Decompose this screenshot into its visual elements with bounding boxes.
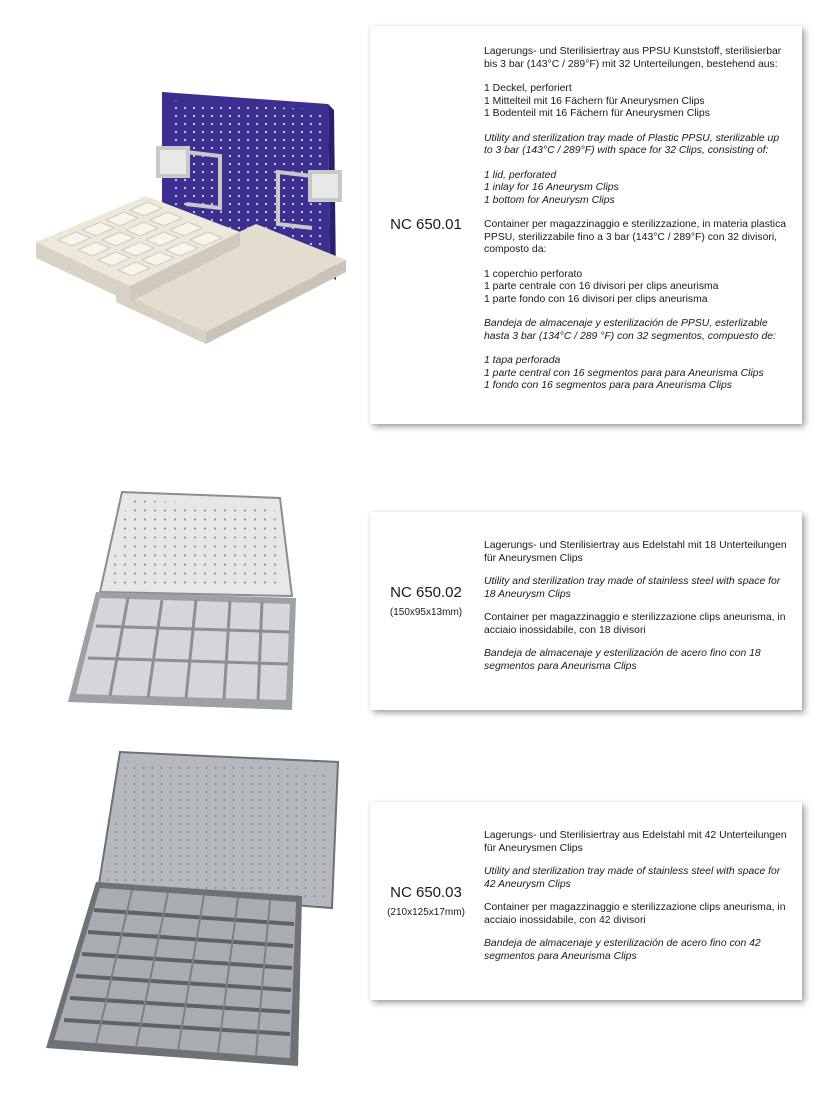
description-block	[484, 318, 798, 343]
description-line: to 3 bar (143°C / 289°F) with space for 32 Clips, consisting of:	[484, 145, 769, 156]
product-description	[484, 46, 798, 405]
product-code: NC 650.01	[390, 216, 462, 233]
description-line: acciaio inossidabile, con 42 divisori	[484, 914, 646, 926]
description-line: Utility and sterilization tray made of Plastic PPSU, sterilizable up	[484, 132, 780, 144]
product-card-nc-650-03	[370, 802, 802, 1000]
description-line: für Aneurysmen Clips	[484, 552, 583, 564]
description-line: Container per magazzinaggio e sterilizzazione clips aneurisma, in	[484, 902, 786, 913]
description-line: Lagerungs- und Sterilisiertray aus Edelstahl mit 42 Unterteilungen	[484, 830, 787, 841]
description-line: Utility and sterilization tray made of stainless steel with space for	[484, 576, 781, 587]
product-image-nc-650-01	[28, 80, 358, 370]
description-line: 1 parte fondo con 16 divisori per clips aneurisma	[484, 293, 708, 305]
description-line: 42 Aneurysm Clips	[484, 878, 571, 890]
description-line: 1 tapa perforada	[484, 355, 561, 366]
description-block	[484, 866, 798, 891]
description-line: segmentos para Aneurisma Clips	[484, 950, 637, 962]
product-description	[484, 540, 798, 684]
product-code-block	[370, 584, 482, 618]
steel-tray	[68, 592, 296, 710]
description-line: Lagerungs- und Sterilisiertray aus PPSU Kunststoff, sterilisierbar	[484, 46, 782, 57]
description-block	[484, 219, 798, 257]
product-card-nc-650-01	[370, 26, 802, 424]
description-block	[484, 830, 798, 855]
steel-lid	[100, 492, 292, 596]
description-block	[484, 46, 798, 71]
product-description	[484, 830, 798, 974]
description-line: Bandeja de almacenaje y esterilización de acero fino con 42	[484, 938, 761, 949]
description-line: 18 Aneurysm Clips	[484, 588, 571, 600]
description-block	[484, 83, 798, 121]
description-block	[484, 540, 798, 565]
description-line: 1 Bodenteil mit 16 Fächern für Aneurysmen Clips	[484, 108, 710, 119]
description-line: segmentos para Aneurisma Clips	[484, 660, 637, 672]
description-line: Lagerungs- und Sterilisiertray aus Edelstahl mit 18 Unterteilungen	[484, 540, 787, 551]
description-block	[484, 648, 798, 673]
description-line: bis 3 bar (143°C / 289°F) mit 32 Unterteilungen, bestehend aus:	[484, 58, 778, 70]
description-line: Utility and sterilization tray made of stainless steel with space for	[484, 866, 781, 877]
description-line: für Aneurysmen Clips	[484, 842, 583, 854]
description-line: 1 parte central con 16 segmentos para para Aneurisma Clips	[484, 367, 764, 379]
product-dimensions: (210x125x17mm)	[387, 907, 465, 918]
description-block	[484, 133, 798, 158]
product-image-nc-650-02	[60, 488, 310, 720]
product-code: NC 650.02	[390, 584, 462, 601]
description-line: hasta 3 bar (134°C / 289 °F) con 32 segmentos, compuesto de:	[484, 330, 776, 342]
description-line: 1 Mittelteil mit 16 Fächern für Aneurysmen Clips	[484, 95, 705, 107]
description-line: 1 bottom for Aneurysm Clips	[484, 194, 615, 206]
description-line: 1 lid, perforated	[484, 169, 557, 181]
product-code-block	[370, 884, 482, 918]
product-code: NC 650.03	[390, 884, 462, 901]
steel-tray	[46, 882, 302, 1066]
description-block	[484, 269, 798, 307]
description-line: composto da:	[484, 244, 547, 255]
description-line: Bandeja de almacenaje y esterilización de acero fino con 18	[484, 648, 761, 659]
description-block	[484, 170, 798, 208]
description-line: Container per magazzinaggio e sterilizzazione, in materia plastica	[484, 219, 787, 230]
description-block	[484, 612, 798, 637]
description-block	[484, 355, 798, 393]
product-card-nc-650-02	[370, 512, 802, 710]
description-block	[484, 938, 798, 963]
product-image-nc-650-03	[40, 748, 350, 1070]
description-block	[484, 902, 798, 927]
description-line: Container per magazzinaggio e sterilizzazione clips aneurisma, in	[484, 612, 786, 623]
description-line: PPSU, sterilizzabile fino a 3 bar (143°C / 289°F) con 32 divisori,	[484, 231, 778, 243]
description-line: 1 Deckel, perforiert	[484, 83, 572, 94]
description-line: Bandeja de almacenaje y esterilización de PPSU, esterlizable	[484, 318, 768, 329]
description-block	[484, 576, 798, 601]
description-line: 1 inlay for 16 Aneurysm Clips	[484, 182, 619, 193]
description-line: 1 fondo con 16 segmentos para para Aneurisma Clips	[484, 380, 732, 391]
product-code-block	[370, 216, 482, 233]
product-dimensions: (150x95x13mm)	[389, 607, 463, 618]
description-line: 1 parte centrale con 16 divisori per clips aneurisma	[484, 281, 719, 292]
description-line: acciaio inossidabile, con 18 divisori	[484, 624, 646, 636]
description-line: 1 coperchio perforato	[484, 268, 583, 280]
